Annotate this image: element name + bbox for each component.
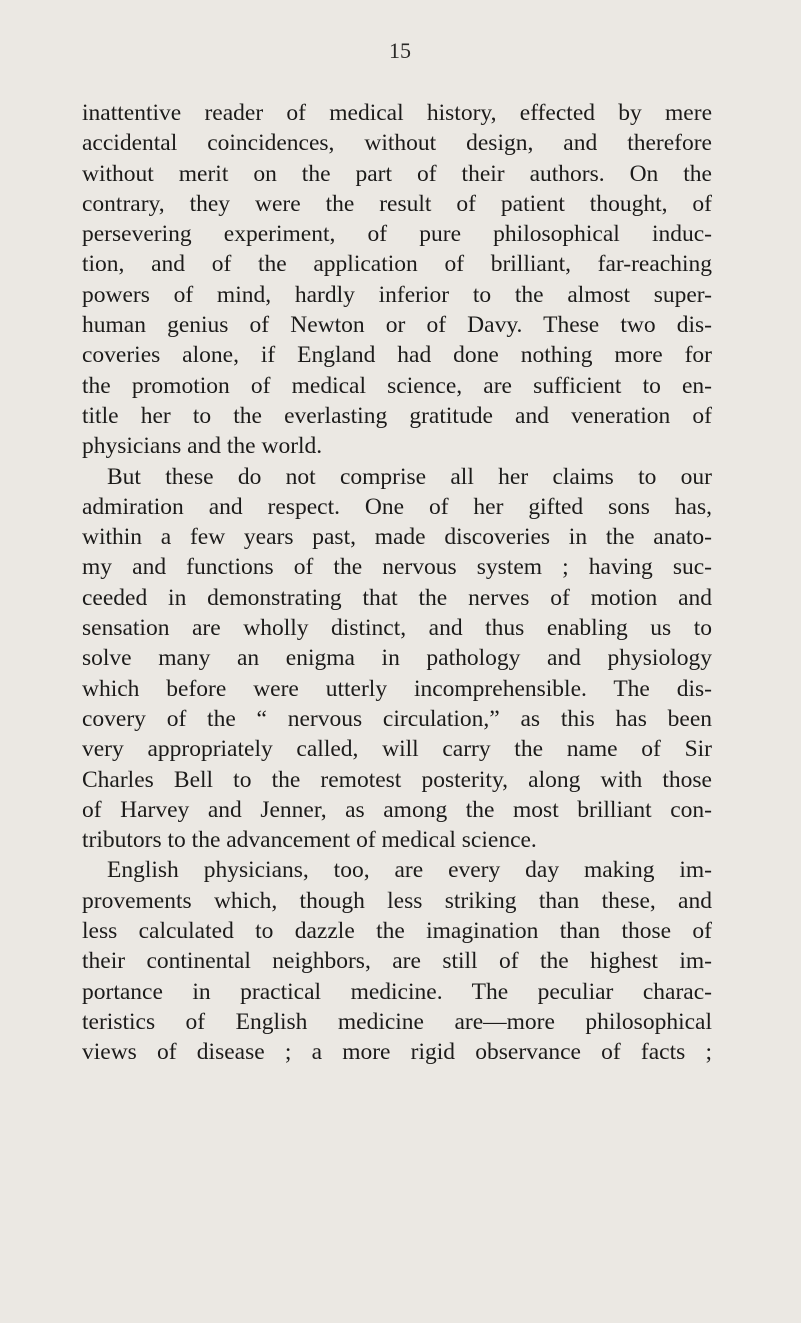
text-line: coveries alone, if England had done nothing more for: [82, 342, 712, 369]
text-line: my and functions of the nervous system ; having suc-: [82, 554, 712, 581]
text-line: without merit on the part of their authors. On the: [82, 160, 712, 187]
text-line: views of disease ; a more rigid observance of facts ;: [82, 1039, 712, 1066]
text-line: tion, and of the application of brilliant, far-reaching: [82, 251, 712, 278]
body-text: [82, 98, 712, 1068]
text-line: admiration and respect. One of her gifted sons has,: [82, 493, 712, 520]
text-line: very appropriately called, will carry the name of Sir: [82, 736, 712, 763]
text-line: inattentive reader of medical history, effected by mere: [82, 100, 712, 126]
paragraph-end-line: tributors to the advancement of medical science.: [82, 827, 537, 854]
paragraph-start-line: English physicians, too, are every day making im-: [107, 857, 712, 884]
paragraph-start-line: But these do not comprise all her claims to our: [107, 463, 712, 490]
text-line: provements which, though less striking than these, and: [82, 887, 712, 914]
text-line: title her to the everlasting gratitude and veneration of: [82, 402, 712, 429]
text-line: ceeded in demonstrating that the nerves of motion and: [82, 584, 712, 611]
text-line: which before were utterly incomprehensible. The dis-: [82, 675, 712, 702]
text-line: accidental coincidences, without design, and therefore: [82, 130, 712, 157]
text-line: within a few years past, made discoveries in the anato-: [82, 524, 712, 551]
text-line: solve many an enigma in pathology and physiology: [82, 645, 712, 672]
text-line: persevering experiment, of pure philosophical induc-: [82, 221, 712, 248]
text-line: powers of mind, hardly inferior to the almost super-: [82, 281, 712, 308]
text-line: their continental neighbors, are still of the highest im-: [82, 948, 712, 975]
text-line: contrary, they were the result of patient thought, of: [82, 190, 712, 217]
text-line: human genius of Newton or of Davy. These two dis-: [82, 312, 712, 339]
text-line: sensation are wholly distinct, and thus enabling us to: [82, 615, 712, 642]
text-line: the promotion of medical science, are sufficient to en-: [82, 372, 712, 399]
text-line: less calculated to dazzle the imagination than those of: [82, 918, 712, 945]
text-line: Charles Bell to the remotest posterity, along with those: [82, 766, 712, 793]
text-line: portance in practical medicine. The peculiar charac-: [82, 978, 712, 1005]
text-line: of Harvey and Jenner, as among the most brilliant con-: [82, 796, 712, 823]
paragraph-end-line: physicians and the world.: [82, 433, 323, 460]
text-line: teristics of English medicine are—more philosophical: [82, 1008, 712, 1035]
page-number: 15: [389, 38, 411, 63]
text-line: covery of the “ nervous circulation,” as this has been: [82, 705, 712, 732]
